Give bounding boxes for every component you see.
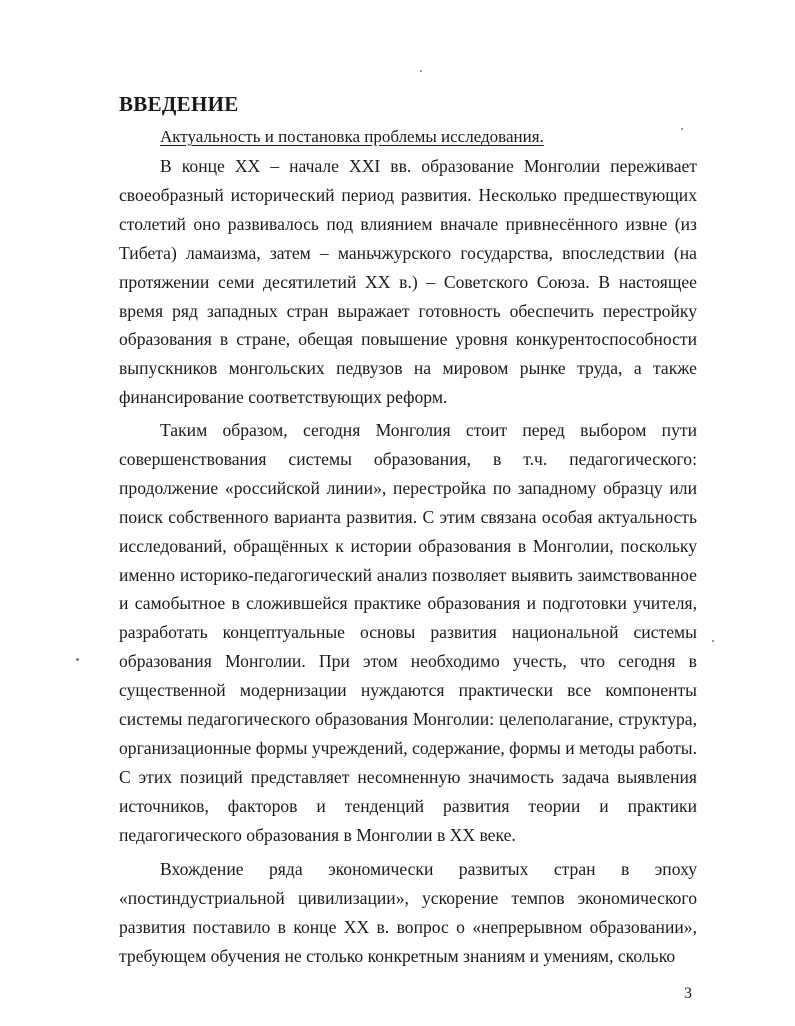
- scan-speck: [420, 70, 422, 72]
- scan-speck: [712, 640, 714, 642]
- paragraph: Вхождение ряда экономически развитых стран в эпоху «постиндустриальной цивилизации», ускорение темпов экономического развития поставило в конце XX в. вопрос о «непрерывном образовании», требующем обучения не столько конкретным знаниям и умениям, сколько: [119, 859, 697, 966]
- scan-speck: [76, 658, 79, 661]
- section-subtitle: Актуальность и постановка проблемы исследования.: [160, 127, 544, 146]
- paragraph: Таким образом, сегодня Монголия стоит перед выбором пути совершенствования системы образования, в т.ч. педагогического: продолжение «российской линии», перестройка по западному образцу или поиск собственного варианта развития. С этим связана особая актуальность исследований, обращённых к истории образования в Монголии, поскольку именно историко-педагогический анализ позволяет выявить заимствованное и самобытное в сложившейся практике образования и подготовки учителя, разработать концептуальные основы развития национальной системы образования Монголии. При этом необходимо учесть, что сегодня в существенной модернизации нуждаются практически все компоненты системы педагогического образования Монголии: целеполагание, структура, организационные формы учреждений, содержание, формы и методы работы. С этих позиций представляет несомненную значимость задача выявления источников, факторов и тенденций развития теории и практики педагогического образования в Монголии в XX веке.: [119, 420, 697, 845]
- section-heading: ВВЕДЕНИЕ: [119, 92, 239, 116]
- scan-speck: [681, 128, 683, 130]
- paragraph: В конце XX – начале XXI вв. образование Монголии переживает своеобразный исторический период развития. Несколько предшествующих столетий оно развивалось под влиянием вначале привнесённого извне (из Тибета) ламаизма, затем – маньчжурского государства, впоследствии (на протяжении семи десятилетий XX в.) – Советского Союза. В настоящее время ряд западных стран выражает готовность обеспечить перестройку образования в стране, обещая повышение уровня конкурентоспособности выпускников монгольских педвузов на мировом рынке труда, а также финансирование соответствующих реформ.: [119, 156, 697, 408]
- page-number: 3: [684, 985, 692, 1002]
